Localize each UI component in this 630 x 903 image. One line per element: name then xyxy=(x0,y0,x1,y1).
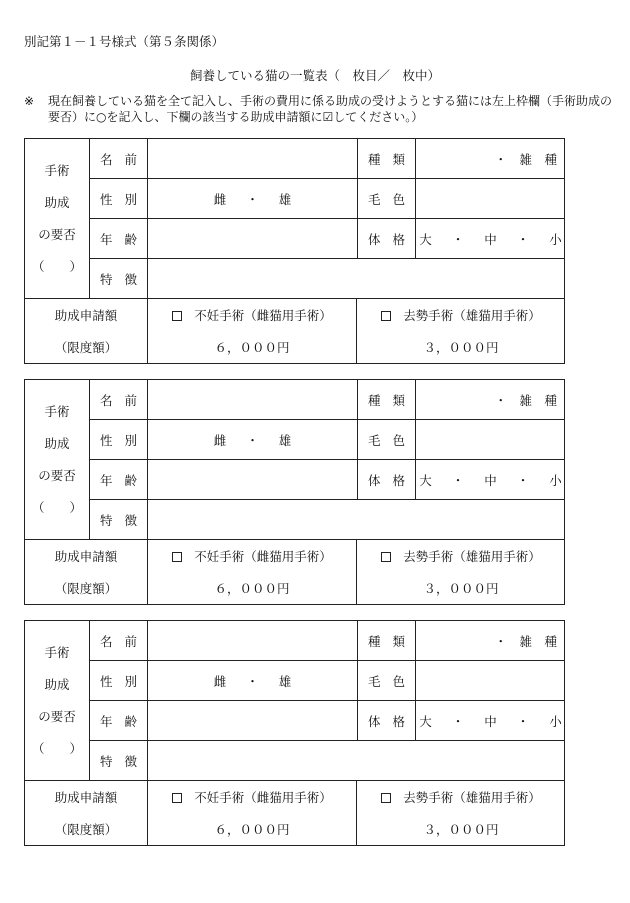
size-option-small[interactable]: 小 xyxy=(549,713,562,729)
kind-field[interactable]: ・ 雑 種 xyxy=(415,379,565,419)
note-mark: ※ xyxy=(24,94,35,108)
cat-entry-3 xyxy=(24,620,565,846)
size-label: 体格 xyxy=(357,700,415,740)
size-separator-2: ・ xyxy=(516,713,530,729)
form-id: 別記第１－１号様式（第５条関係） xyxy=(24,34,225,49)
size-separator-1: ・ xyxy=(451,472,465,488)
name-label: 名前 xyxy=(89,379,147,419)
req-label-3: の要否 xyxy=(38,226,76,242)
sex-option-female[interactable]: 雌 xyxy=(213,191,227,207)
kind-field[interactable]: ・ 雑 種 xyxy=(415,620,565,660)
size-option-large[interactable]: 大 xyxy=(419,713,432,729)
sex-option-female[interactable]: 雌 xyxy=(213,432,227,448)
block-outline xyxy=(24,620,565,846)
neuter-amount: ３，０００円 xyxy=(423,821,499,837)
size-separator-2: ・ xyxy=(516,472,530,488)
sex-label: 性別 xyxy=(89,660,147,700)
features-label: 特徴 xyxy=(89,499,147,539)
spay-amount: ６，０００円 xyxy=(214,821,290,837)
instruction-note xyxy=(24,93,616,125)
size-separator-2: ・ xyxy=(516,231,530,247)
sex-option-male[interactable]: 雄 xyxy=(278,673,292,689)
spay-label: 不妊手術（雌猫用手術） xyxy=(194,548,332,564)
spay-amount: ６，０００円 xyxy=(214,339,290,355)
sex-option-male[interactable]: 雄 xyxy=(278,191,292,207)
size-option-large[interactable]: 大 xyxy=(419,472,432,488)
kind-label: 種類 xyxy=(357,620,415,660)
size-option-medium[interactable]: 中 xyxy=(484,231,497,247)
age-label: 年齢 xyxy=(89,700,147,740)
size-option-medium[interactable]: 中 xyxy=(484,713,497,729)
color-label: 毛色 xyxy=(357,419,415,459)
block-outline xyxy=(24,379,565,605)
req-label-4: （ ） xyxy=(31,499,82,515)
age-label: 年齢 xyxy=(89,218,147,258)
kind-label: 種類 xyxy=(357,379,415,419)
req-label-1: 手術 xyxy=(44,644,70,660)
sex-separator: ・ xyxy=(246,673,259,689)
req-label-3: の要否 xyxy=(38,467,76,483)
size-label: 体格 xyxy=(357,218,415,258)
size-separator-1: ・ xyxy=(451,231,465,247)
claim-label: 助成申請額 xyxy=(54,307,118,323)
cat-entry-1 xyxy=(24,138,565,364)
sex-label: 性別 xyxy=(89,178,147,218)
age-label: 年齢 xyxy=(89,459,147,499)
req-label-3: の要否 xyxy=(38,708,76,724)
color-label: 毛色 xyxy=(357,178,415,218)
neuter-label: 去勢手術（雄猫用手術） xyxy=(403,307,541,323)
sex-option-female[interactable]: 雌 xyxy=(213,673,227,689)
neuter-amount: ３，０００円 xyxy=(423,580,499,596)
sex-separator: ・ xyxy=(246,432,259,448)
size-option-medium[interactable]: 中 xyxy=(484,472,497,488)
features-label: 特徴 xyxy=(89,740,147,780)
size-option-large[interactable]: 大 xyxy=(419,231,432,247)
req-label-1: 手術 xyxy=(44,403,70,419)
claim-label: 助成申請額 xyxy=(54,789,118,805)
features-label: 特徴 xyxy=(89,258,147,298)
kind-label: 種類 xyxy=(357,138,415,178)
req-label-2: 助成 xyxy=(44,676,70,692)
req-label-2: 助成 xyxy=(44,435,70,451)
claim-label: 助成申請額 xyxy=(54,548,118,564)
sex-option-male[interactable]: 雄 xyxy=(278,432,292,448)
req-label-4: （ ） xyxy=(31,740,82,756)
name-label: 名前 xyxy=(89,138,147,178)
req-label-2: 助成 xyxy=(44,194,70,210)
neuter-label: 去勢手術（雄猫用手術） xyxy=(403,789,541,805)
cat-entry-2 xyxy=(24,379,565,605)
name-label: 名前 xyxy=(89,620,147,660)
sex-separator: ・ xyxy=(246,191,259,207)
neuter-amount: ３，０００円 xyxy=(423,339,499,355)
claim-limit-label: （限度額） xyxy=(54,821,118,837)
spay-label: 不妊手術（雌猫用手術） xyxy=(194,789,332,805)
page-title: 飼養している猫の一覧表（ 枚目／ 枚中） xyxy=(189,68,440,83)
size-separator-1: ・ xyxy=(451,713,465,729)
size-option-small[interactable]: 小 xyxy=(549,472,562,488)
spay-amount: ６，０００円 xyxy=(214,580,290,596)
spay-label: 不妊手術（雌猫用手術） xyxy=(194,307,332,323)
req-label-4: （ ） xyxy=(31,258,82,274)
color-label: 毛色 xyxy=(357,660,415,700)
sex-label: 性別 xyxy=(89,419,147,459)
size-label: 体格 xyxy=(357,459,415,499)
claim-limit-label: （限度額） xyxy=(54,339,118,355)
note-text: 現在飼養している猫を全て記入し、手術の費用に係る助成の受けようとする猫には左上枠欄（手術助成の要否）に○を記入し、下欄の該当する助成申請額に☑してください。） xyxy=(48,94,613,124)
req-label-1: 手術 xyxy=(44,162,70,178)
claim-limit-label: （限度額） xyxy=(54,580,118,596)
block-outline xyxy=(24,138,565,364)
size-option-small[interactable]: 小 xyxy=(549,231,562,247)
neuter-label: 去勢手術（雄猫用手術） xyxy=(403,548,541,564)
kind-field[interactable]: ・ 雑 種 xyxy=(415,138,565,178)
